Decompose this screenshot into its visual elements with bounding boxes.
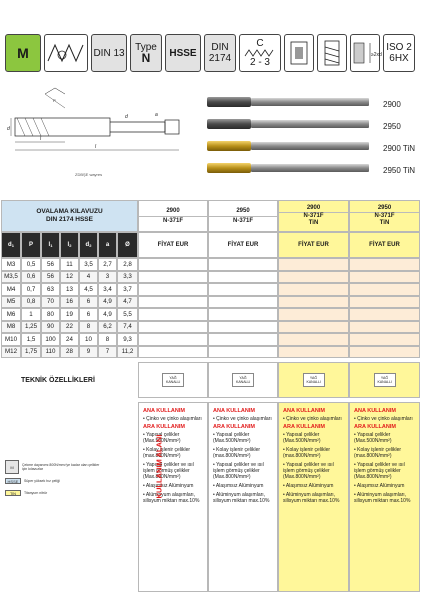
application-column: [208, 402, 278, 592]
alt-use-item: • Yapısal çelikler (Max.500N/mm²): [283, 432, 321, 444]
price-cell: [208, 321, 278, 334]
table-cell: M4: [1, 283, 21, 296]
tap-photo-2900: [207, 97, 369, 107]
table-cell: 13: [60, 283, 79, 296]
oil-channel-badge: YAĞ KANALLI: [232, 373, 254, 387]
price-cell: [278, 333, 349, 346]
table-cell: 22: [60, 321, 79, 334]
tap-product-photos: [205, 92, 375, 180]
tap-label-2950-tin: 2950 TiN: [383, 166, 416, 175]
table-cell: 6: [79, 296, 98, 309]
price-cell: [349, 296, 420, 309]
svg-text:l: l: [40, 136, 42, 142]
tap-label-2900: 2900: [383, 100, 401, 109]
alt-use-item: • Yapısal çelikler ve ısıl işlem görmüş çelikler (Max.800N/mm²): [283, 462, 334, 480]
alt-use-item: • Yapısal çelikler (Max.500N/mm²): [213, 432, 251, 444]
table-body: [1, 258, 420, 358]
price-cell: [208, 308, 278, 321]
alt-use-heading: ARA KULLANIM: [354, 424, 396, 430]
tech-badge-cell-2950-tin: [349, 362, 420, 398]
thread-profile-icon-graphic: [47, 39, 85, 67]
price-cell: [138, 333, 208, 346]
price-cell: [208, 258, 278, 271]
table-cell: 1,75: [21, 346, 41, 359]
svg-text:d: d: [7, 126, 10, 132]
legend-m: [5, 460, 102, 474]
main-use-item: • Çinko ve çinko alaşımları: [354, 416, 413, 422]
price-cell: [349, 308, 420, 321]
table-cell: M6: [1, 308, 21, 321]
table-cell: 0,8: [21, 296, 41, 309]
table-cell: 11: [60, 258, 79, 271]
table-cell: 9,3: [117, 333, 138, 346]
alt-use-item: • Kolay işlenir çelikler (max.800N/mm²): [213, 447, 261, 459]
alt-use-item: • Kolay işlenir çelikler (max.800N/mm²): [354, 447, 402, 459]
table-row: [1, 321, 420, 334]
table-cell: 3,4: [98, 283, 117, 296]
table-cell: 1,25: [21, 321, 41, 334]
price-cell: [208, 346, 278, 359]
table-cell: 56: [41, 258, 60, 271]
main-use-heading: ANA KULLANIM: [354, 408, 396, 414]
tap-section-icon-graphic: [287, 39, 311, 67]
price-cell: [349, 258, 420, 271]
product-code-2950-tin: 2950 N-371F TiN: [349, 200, 420, 232]
tap-label-2950: 2950: [383, 122, 401, 131]
chamfer-badge: C 2 - 3: [239, 34, 281, 72]
tap-photo-2900-tin: [207, 141, 369, 151]
col-header-a: a: [98, 232, 117, 258]
price-cell: [208, 296, 278, 309]
application-columns: [138, 402, 420, 592]
table-cell: 28: [60, 346, 79, 359]
table-cell: 1: [21, 308, 41, 321]
price-cell: [278, 283, 349, 296]
tech-features-row: [1, 362, 420, 398]
table-cell: 4,5: [79, 283, 98, 296]
table-cell: 56: [41, 271, 60, 284]
depth-icon: [350, 34, 380, 72]
table-cell: 4,9: [98, 296, 117, 309]
column-header-row: [1, 232, 420, 258]
svg-text:a: a: [155, 112, 158, 118]
col-header-d1: d 1: [1, 232, 21, 258]
table-cell: 9: [79, 346, 98, 359]
thread-profile-icon: [44, 34, 88, 72]
table-header-row: [1, 200, 420, 232]
table-cell: 0,6: [21, 271, 41, 284]
table-cell: 19: [60, 308, 79, 321]
table-cell: 2,8: [117, 258, 138, 271]
table-cell: M10: [1, 333, 21, 346]
price-cell: [349, 271, 420, 284]
price-cell: [208, 333, 278, 346]
table-title: OVALAMA KILAVUZU DIN 2174 HSSE: [1, 200, 138, 232]
chamfer-icon: [244, 49, 276, 57]
table-cell: 12: [60, 271, 79, 284]
price-cell: [349, 283, 420, 296]
price-cell: [138, 296, 208, 309]
main-use-item: • Çinko ve çinko alaşımları: [213, 416, 272, 422]
table-cell: 11,2: [117, 346, 138, 359]
main-use-heading: ANA KULLANIM: [213, 408, 255, 414]
tech-features-title: TEKNİK ÖZELLİKLERİ: [1, 362, 138, 398]
price-cell: [278, 346, 349, 359]
price-cell: [138, 258, 208, 271]
svg-text:l: l: [95, 144, 97, 150]
table-cell: 1,5: [21, 333, 41, 346]
table-cell: M3: [1, 258, 21, 271]
din13-badge: DIN 13: [91, 34, 127, 72]
type-badge: Type N: [130, 34, 162, 72]
price-cell: [278, 258, 349, 271]
table-cell: 7: [98, 346, 117, 359]
legend-hsse-text: Süper yüksek hız çeliği: [24, 479, 60, 483]
alt-use-item: • Yapısal çelikler ve ısıl işlem görmüş çelikler (Max.800N/mm²): [143, 462, 194, 480]
col-header-drill: Ø: [117, 232, 138, 258]
alt-use-item: • Alaşımsız Alüminyum: [143, 483, 194, 489]
price-cell: [278, 271, 349, 284]
product-code-2900-tin: 2900 N-371F TiN: [278, 200, 349, 232]
table-cell: 4,7: [117, 296, 138, 309]
alt-use-heading: ARA KULLANIM: [143, 424, 185, 430]
price-header-2900: FİYAT EUR: [138, 232, 208, 258]
iso-tolerance-badge: ISO 2 6HX: [383, 34, 415, 72]
alt-use-heading: ARA KULLANIM: [213, 424, 255, 430]
price-cell: [278, 308, 349, 321]
table-cell: 3,5: [79, 258, 98, 271]
product-code-2900: 2900 N-371F: [138, 200, 208, 232]
table-row: [1, 333, 420, 346]
col-header-l1: l 1: [41, 232, 60, 258]
price-cell: [349, 321, 420, 334]
alt-use-item: • Alüminyum alaşımları, silisyum miktarı max.10%: [213, 492, 270, 504]
price-header-2950-tin: FİYAT EUR: [349, 232, 420, 258]
alt-use-item: • Yapısal çelikler (Max.500N/mm²): [354, 432, 392, 444]
table-cell: 10: [79, 333, 98, 346]
price-cell: [138, 308, 208, 321]
tech-badge-cell-2950: [208, 362, 278, 398]
price-cell: [208, 283, 278, 296]
price-cell: [208, 271, 278, 284]
svg-text:P: P: [53, 98, 56, 103]
legend-tin-text: Titanyum nitrür: [24, 491, 48, 495]
table-cell: 6,2: [98, 321, 117, 334]
table-cell: 5,5: [117, 308, 138, 321]
svg-text:d: d: [125, 114, 128, 120]
table-cell: M12: [1, 346, 21, 359]
table-cell: 90: [41, 321, 60, 334]
depth-icon-graphic: [352, 39, 382, 67]
price-cell: [278, 296, 349, 309]
table-cell: M5: [1, 296, 21, 309]
price-cell: [138, 346, 208, 359]
price-header-2950: FİYAT EUR: [208, 232, 278, 258]
alt-use-item: • Yapısal çelikler (Max.500N/mm²): [143, 432, 181, 444]
alt-use-item: • Alüminyum alaşımları, silisyum miktarı max.10%: [354, 492, 411, 504]
alt-use-item: • Alaşımsız Alüminyum: [354, 483, 405, 489]
table-row: [1, 296, 420, 309]
application-title: KULLANIM ALANI: [154, 434, 164, 499]
table-cell: 0,7: [21, 283, 41, 296]
metric-thread-badge: M: [5, 34, 41, 72]
hsse-badge: HSSE: [165, 34, 201, 72]
oil-channel-badge: YAĞ KANALLI: [374, 373, 396, 387]
application-column: [278, 402, 349, 592]
spec-badges: [5, 34, 419, 72]
table-cell: 7,4: [117, 321, 138, 334]
price-cell: [278, 321, 349, 334]
price-cell: [138, 321, 208, 334]
legend-tin: [5, 490, 47, 496]
table-row: [1, 271, 420, 284]
coolant-icon: [317, 34, 347, 72]
tech-badge-cell-2900: [138, 362, 208, 398]
alt-use-item: • Kolay işlenir çelikler (max.800N/mm²): [283, 447, 331, 459]
table-cell: 8: [79, 321, 98, 334]
coolant-icon-graphic: [320, 39, 344, 67]
main-use-heading: ANA KULLANIM: [283, 408, 325, 414]
table-cell: 110: [41, 346, 60, 359]
table-cell: 4: [79, 271, 98, 284]
application-row: [1, 402, 420, 592]
tap-photo-2950: [207, 119, 369, 129]
main-use-heading: ANA KULLANIM: [143, 408, 185, 414]
application-column: [349, 402, 420, 592]
table-cell: 100: [41, 333, 60, 346]
legend-tin-box: TiN: [5, 490, 21, 496]
table-cell: 6: [79, 308, 98, 321]
table-row: [1, 346, 420, 359]
table-cell: M8: [1, 321, 21, 334]
alt-use-item: • Kolay işlenir çelikler (max.800N/mm²): [143, 447, 191, 459]
price-cell: [349, 346, 420, 359]
product-code-2950: 2950 N-371F: [208, 200, 278, 232]
price-header-2900-tin: FİYAT EUR: [278, 232, 349, 258]
tap-photo-2950-tin: [207, 163, 369, 173]
oil-channel-badge: YAĞ KANALLI: [303, 373, 325, 387]
table-cell: M3,5: [1, 271, 21, 284]
alt-use-item: • Alaşımsız Alüminyum: [283, 483, 334, 489]
alt-use-item: • Alaşımsız Alüminyum: [213, 483, 264, 489]
alt-use-item: • Yapısal çelikler ve ısıl işlem görmüş çelikler (Max.800N/mm²): [354, 462, 405, 480]
legend-hsse: [5, 478, 60, 484]
price-cell: [349, 333, 420, 346]
col-header-l2: l 2: [60, 232, 79, 258]
svg-text:≥2xd: ≥2xd: [371, 52, 382, 58]
table-row: [1, 283, 420, 296]
table-cell: 16: [60, 296, 79, 309]
table-row: [1, 258, 420, 271]
table-cell: 4,9: [98, 308, 117, 321]
price-cell: [138, 271, 208, 284]
table-row: [1, 308, 420, 321]
main-use-item: • Çinko ve çinko alaşımları: [283, 416, 342, 422]
table-cell: 0,5: [21, 258, 41, 271]
table-cell: 80: [41, 308, 60, 321]
table-cell: 8: [98, 333, 117, 346]
legend-m-text: Çekme dayanımı 800N/mm²'ye kadar olan çelikler için kılavuzlar: [22, 463, 100, 471]
product-table: [1, 200, 420, 592]
alt-use-item: • Yapısal çelikler ve ısıl işlem görmüş çelikler (Max.800N/mm²): [213, 462, 264, 480]
tech-badge-cell-2900-tin: [278, 362, 349, 398]
col-header-p: P: [21, 232, 41, 258]
application-column: [138, 402, 208, 592]
tap-section-icon: [284, 34, 314, 72]
table-cell: 24: [60, 333, 79, 346]
table-cell: 70: [41, 296, 60, 309]
price-cell: [138, 283, 208, 296]
legend-m-box: M: [5, 460, 19, 474]
tap-label-2900-tin: 2900 TiN: [383, 144, 416, 153]
alt-use-heading: ARA KULLANIM: [283, 424, 325, 430]
table-cell: 3,3: [117, 271, 138, 284]
legend-hsse-box: HSSE: [5, 478, 21, 484]
table-cell: 3,7: [117, 283, 138, 296]
drawing-caption: ZDBŞE wayres: [75, 172, 103, 177]
din2174-badge: DIN 2174: [204, 34, 236, 72]
table-cell: 3: [98, 271, 117, 284]
tap-technical-drawing: [5, 86, 190, 176]
alt-use-item: • Alüminyum alaşımları, silisyum miktarı max.10%: [283, 492, 340, 504]
table-cell: 2,7: [98, 258, 117, 271]
oil-channel-badge: YAĞ KANALLI: [162, 373, 184, 387]
alt-use-item: • Alüminyum alaşımları, silisyum miktarı max.10%: [143, 492, 200, 504]
main-use-item: • Çinko ve çinko alaşımları: [143, 416, 202, 422]
col-header-d2: d 2: [79, 232, 98, 258]
table-cell: 63: [41, 283, 60, 296]
